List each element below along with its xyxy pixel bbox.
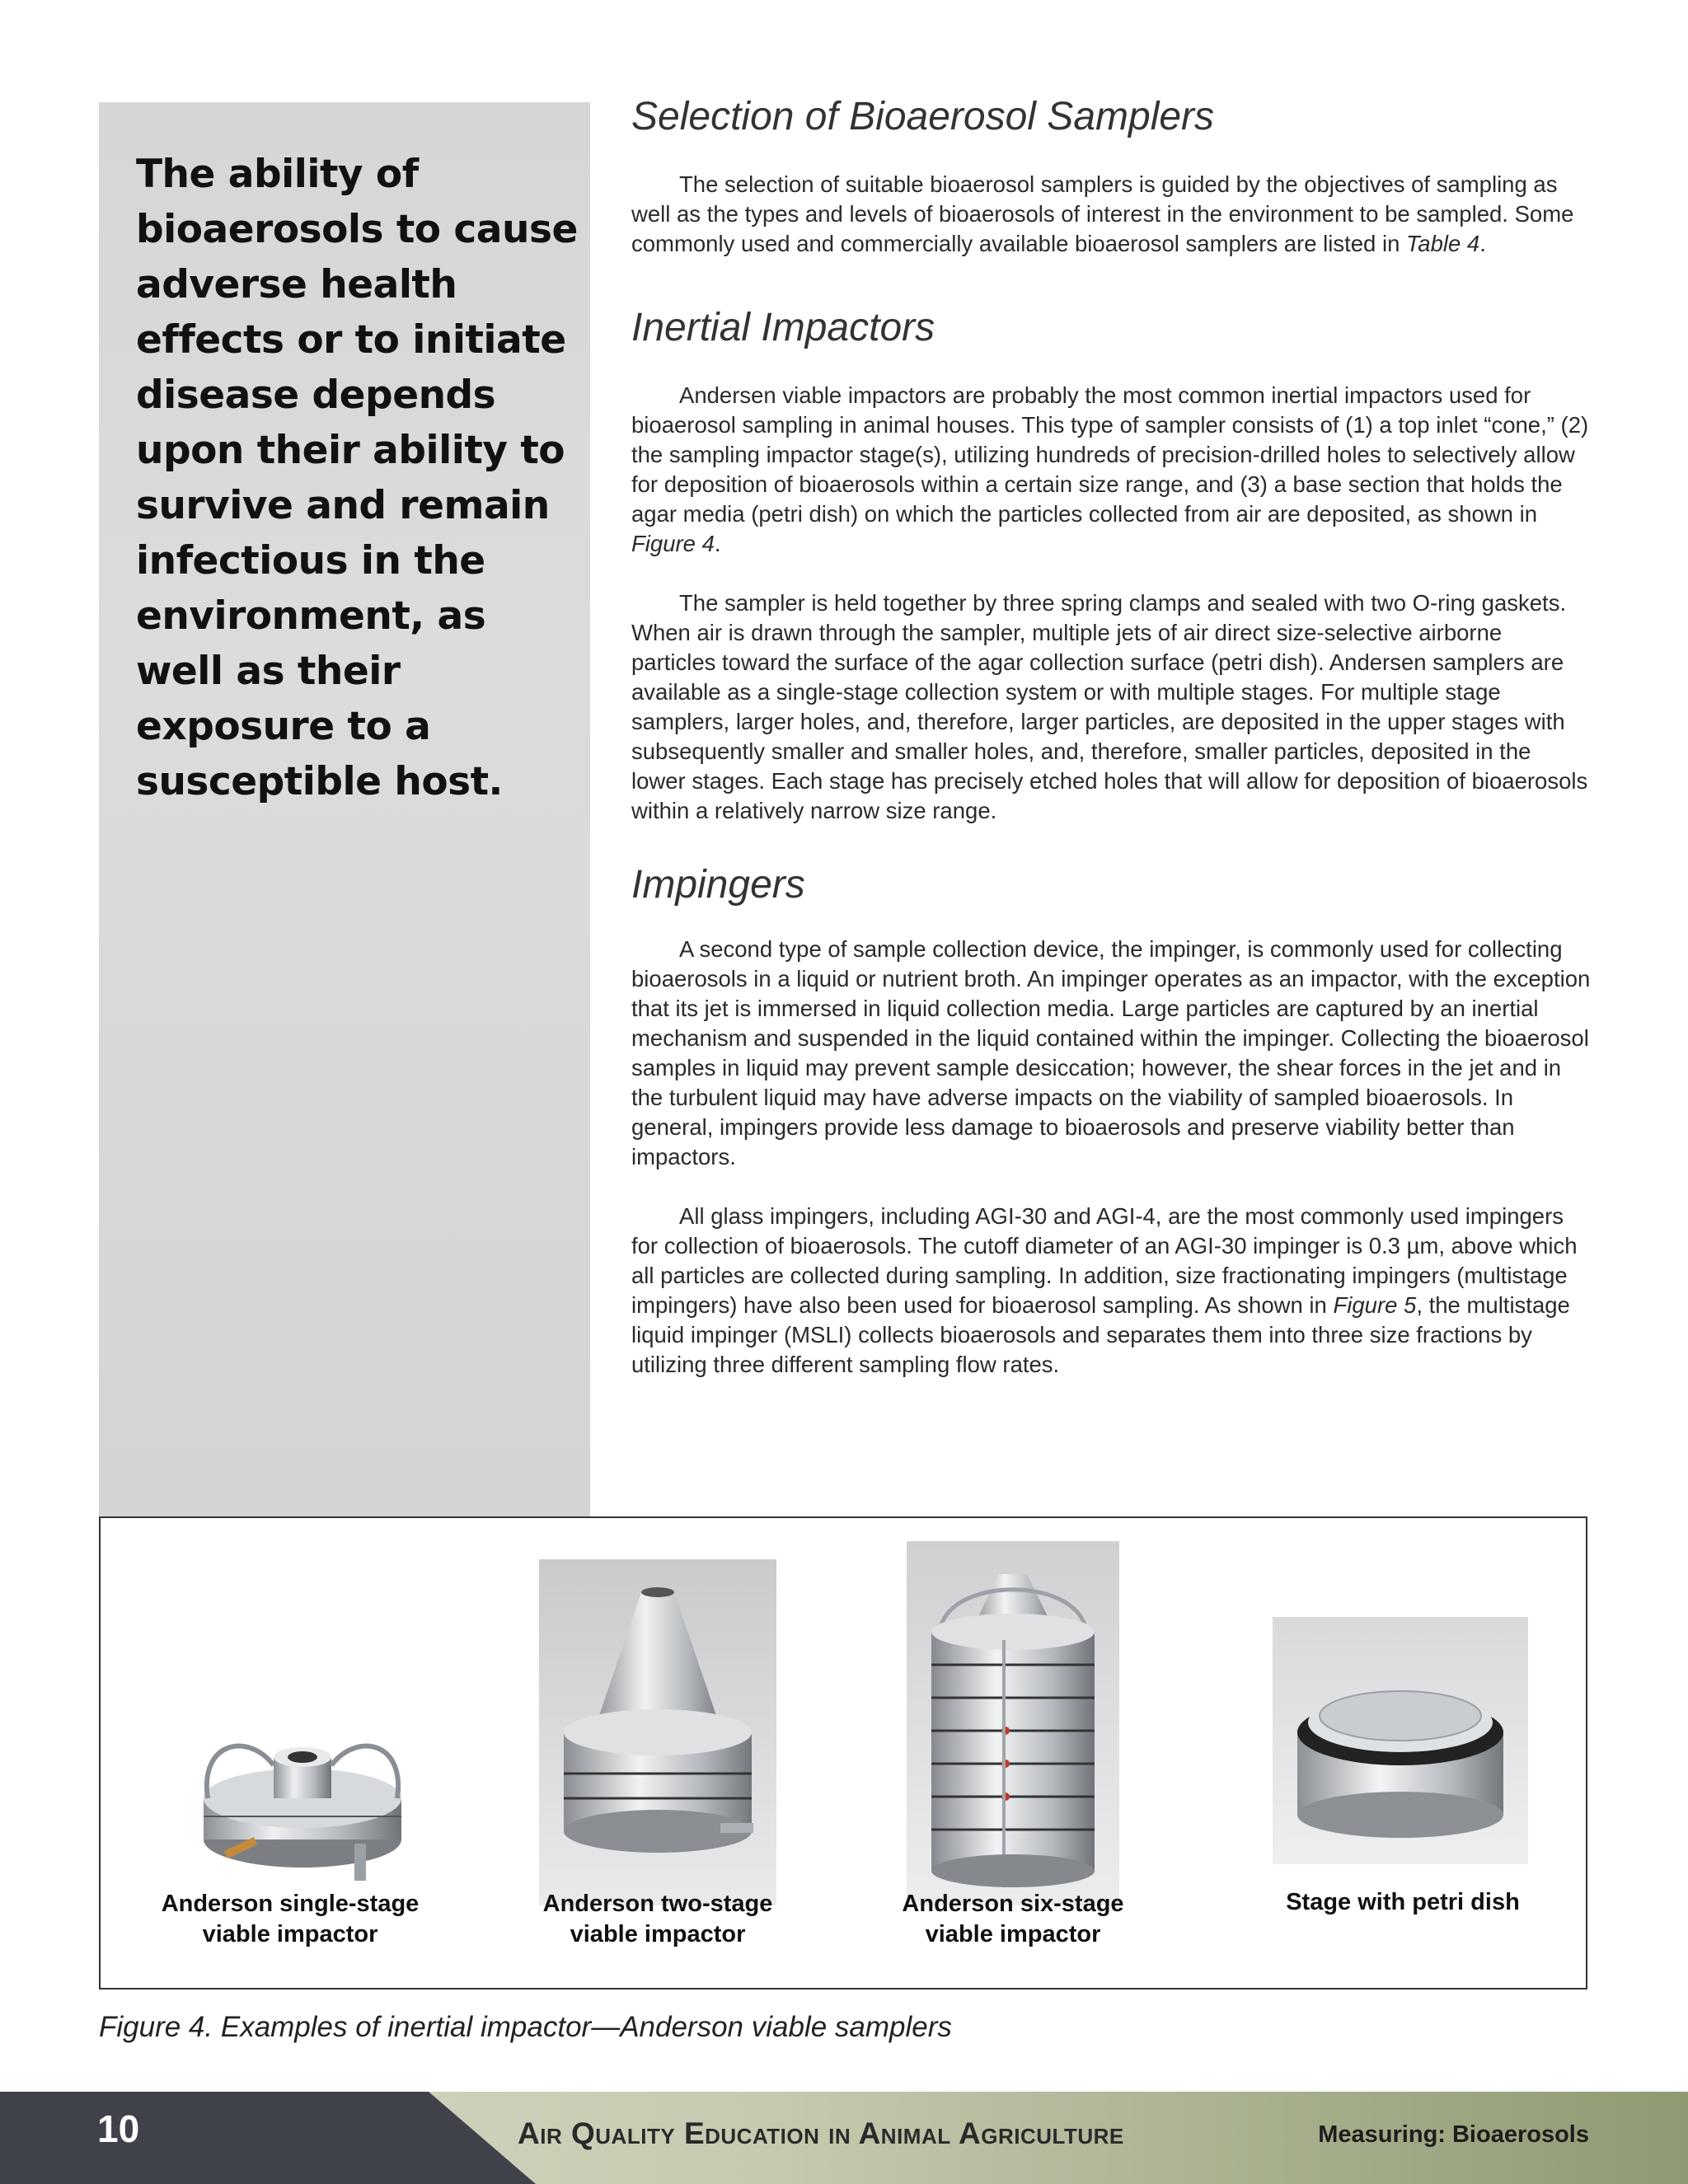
- footer-dark-block: [0, 2092, 560, 2184]
- paragraph-impingers-1: A second type of sample collection device, the impinger, is commonly used for collecting bioaerosols in a liquid or nutrient broth. An impinger operates as an impactor, with the exception that its jet is immersed in liquid collection media. Large particles are captured by an inertial mechanism and suspended in the liquid contained within the impinger. Collecting the bioaerosol samples in liquid may prevent sample desiccation; however, the shear forces in the jet and in the turbulent liquid may have adverse impacts on the viability of sampled bioaerosols. In general, impingers provide less damage to bioaerosols and preserve viability better than impactors.: [631, 936, 1591, 1169]
- paragraph-impactors-1: Andersen viable impactors are probably the most common inertial impactors used for bioaerosol sampling in animal houses. This type of sampler consists of (1) a top inlet “cone,” (2) the sampling impactor stage(s), utilizing hundreds of precision-drilled holes to selectively allow for deposition of bioaerosols within a certain size range, and (3) a base section that holds the agar media (petri dish) on which the particles collected from air are deposited, as shown in Figure 4.: [631, 382, 1589, 556]
- paragraph-impingers-2: All glass impingers, including AGI-30 and AGI-4, are the most commonly used impingers for collection of bioaerosols. The cutoff diameter of an AGI-30 impinger is 0.3 µm, above which all particles are collected during sampling. In addition, size fractionating impingers (multistage impingers) have also been used for bioaerosol sampling. As shown in Figure 5, the multistage liquid impinger (MSLI) collects bioaerosols and separates them into three size fractions by utilizing three different sampling flow rates.: [631, 1203, 1578, 1377]
- page-number: 10: [97, 2107, 140, 2150]
- publication-title: Air Quality Education in Animal Agriculture: [518, 2116, 1124, 2150]
- heading-selection: Selection of Bioaerosol Samplers: [631, 95, 1215, 138]
- caption-six-stage: Anderson six-stage viable impactor: [902, 1891, 1124, 1947]
- figure-box: [99, 1516, 1587, 1990]
- pull-quote: The ability of bioaerosols to cause adverse health effects or to initiate disease depends upon their ability to survive and remain infectious in the environment, as well as their exposure to a susceptible host.: [136, 152, 578, 804]
- caption-petri-dish: Stage with petri dish: [1286, 1889, 1520, 1915]
- paragraph-impactors-2: The sampler is held together by three spring clamps and sealed with two O-ring gaskets. When air is drawn through the sampler, multiple jets of air direct size-selective airborne particles toward the surface of the agar collection surface (petri dish). Andersen samplers are available as a single-stage collection system or with multiple stages. For multiple stage samplers, larger holes, and, therefore, larger particles, are deposited in the upper stages with subsequently smaller and smaller holes, and, therefore, smaller particles, deposited in the lower stages. Each stage has precisely etched holes that will allow for deposition of bioaerosols within a relatively narrow size range.: [631, 590, 1588, 823]
- single-stage-impactor-photo: [183, 1675, 422, 1905]
- figure-reference: Figure 5: [1333, 1292, 1417, 1318]
- footer-bar: [0, 2092, 1688, 2184]
- caption-single-stage: Anderson single-stage viable impactor: [161, 1891, 420, 1947]
- caption-two-stage: Anderson two-stage viable impactor: [542, 1891, 773, 1947]
- heading-inertial-impactors: Inertial Impactors: [631, 306, 935, 349]
- figure-caption: Figure 4. Examples of inertial impactor—Anderson viable samplers: [99, 2011, 952, 2043]
- figure-reference: Figure 4: [631, 531, 715, 556]
- main-column: [631, 92, 1591, 1380]
- section-label: Measuring: Bioaerosols: [1318, 2121, 1589, 2148]
- petri-dish-stage-photo: [1273, 1617, 1528, 1864]
- table-reference: Table 4: [1406, 231, 1480, 256]
- paragraph-selection-1: The selection of suitable bioaerosol samplers is guided by the objectives of sampling as well as the types and levels of bioaerosols of interest in the environment to be sampled. Some commonly used and commercially available bioaerosol samplers are listed in Table 4.: [631, 171, 1574, 256]
- two-stage-impactor-photo: [539, 1559, 776, 1905]
- six-stage-impactor-photo: [907, 1541, 1119, 1905]
- heading-impingers: Impingers: [631, 863, 805, 907]
